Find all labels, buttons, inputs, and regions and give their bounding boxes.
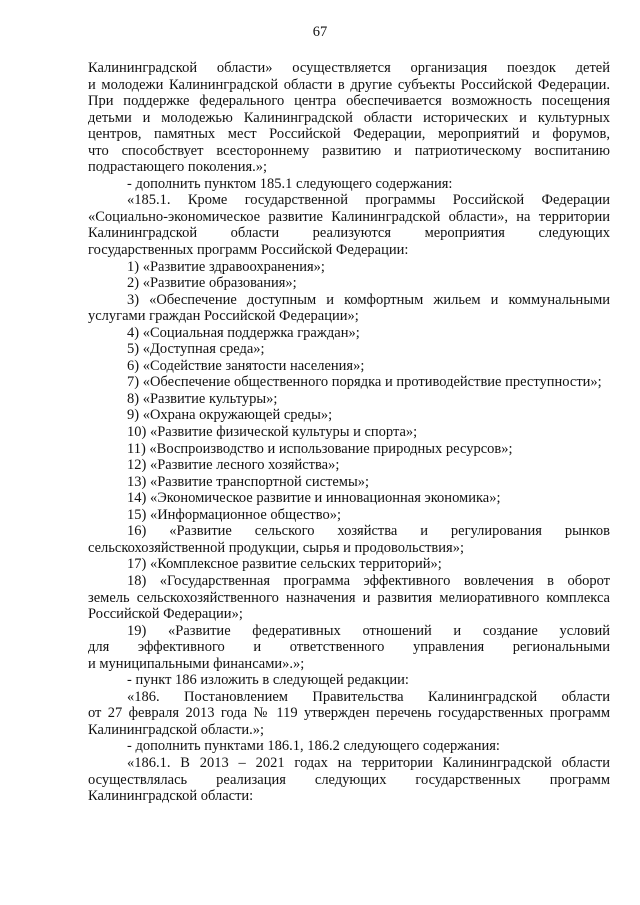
text-line: 8) «Развитие культуры»; <box>127 390 278 407</box>
text-line: государственных программ Российской Федерации: <box>88 242 409 259</box>
text-line: Калининградской области» осуществляется организация поездок детей <box>88 60 610 76</box>
text-line: - дополнить пунктом 185.1 следующего содержания: <box>127 175 453 192</box>
text-line: 4) «Социальная поддержка граждан»; <box>127 324 360 341</box>
text-line: детьми и молодежью Калининградской области исторических и культурных <box>88 109 610 126</box>
text-line: 6) «Содействие занятости населения»; <box>127 357 365 374</box>
document-text <box>88 60 610 805</box>
text-line: 9) «Охрана окружающей среды»; <box>127 407 333 424</box>
text-line: подрастающего поколения.»; <box>88 159 268 176</box>
text-line: «186.1. В 2013 – 2021 годах на территории Калининградской области <box>127 754 610 771</box>
text-line: 17) «Комплексное развитие сельских территорий»; <box>127 556 442 573</box>
text-line: Калининградской области: <box>88 788 254 805</box>
text-line: от 27 февраля 2013 года № 119 утвержден перечень государственных программ <box>88 705 610 722</box>
text-line: и молодежи Калининградской области в другие субъекты Российской Федерации. <box>88 76 610 93</box>
text-line: 12) «Развитие лесного хозяйства»; <box>127 457 340 474</box>
text-line: Калининградской области.»; <box>88 721 265 738</box>
text-line: 16) «Развитие сельского хозяйства и регулирования рынков <box>127 523 610 540</box>
text-line: - дополнить пунктами 186.1, 186.2 следующего содержания: <box>127 738 500 755</box>
text-line: Калининградской области реализуются мероприятия следующих <box>88 225 610 242</box>
text-line: 11) «Воспроизводство и использование природных ресурсов»; <box>127 440 513 457</box>
text-line: 5) «Доступная среда»; <box>127 341 265 358</box>
text-line: для эффективного и ответственного управления региональными <box>88 639 610 656</box>
text-line: что способствует всестороннему развитию и патриотическому воспитанию <box>88 142 610 159</box>
page-number: 67 <box>312 24 328 40</box>
text-line: 10) «Развитие физической культуры и спорта»; <box>127 424 418 441</box>
text-line: Российской Федерации»; <box>88 606 243 623</box>
text-line: 3) «Обеспечение доступным и комфортным жильем и коммунальными <box>127 291 610 308</box>
text-line: 2) «Развитие образования»; <box>127 275 297 292</box>
text-line: 15) «Информационное общество»; <box>127 506 342 523</box>
text-line: 7) «Обеспечение общественного порядка и противодействие преступности»; <box>127 374 602 391</box>
text-line: центров, памятных мест Российской Федерации, мероприятий и форумов, <box>88 126 610 143</box>
text-line: «185.1. Кроме государственной программы Российской Федерации <box>127 192 610 209</box>
text-line: услугами граждан Российской Федерации»; <box>88 308 359 325</box>
text-line: сельскохозяйственной продукции, сырья и продовольствия»; <box>88 539 464 556</box>
text-line: осуществлялась реализация следующих государственных программ <box>88 771 610 788</box>
text-line: 18) «Государственная программа эффективного вовлечения в оборот <box>127 572 610 589</box>
text-line: и муниципальными финансами».»; <box>88 655 305 672</box>
text-line: 14) «Экономическое развитие и инновационная экономика»; <box>127 490 501 507</box>
text-line: 13) «Развитие транспортной системы»; <box>127 473 369 490</box>
text-line: земель сельскохозяйственного назначения и развития мелиоративного комплекса <box>88 589 610 606</box>
text-line: - пункт 186 изложить в следующей редакции: <box>127 672 409 689</box>
text-line: 1) «Развитие здравоохранения»; <box>127 258 325 275</box>
text-line: 19) «Развитие федеративных отношений и создание условий <box>127 622 610 639</box>
text-line: «Социально-экономическое развитие Калининградской области», на территории <box>88 208 610 225</box>
text-line: «186. Постановлением Правительства Калининградской области <box>127 688 610 705</box>
text-line: При поддержке федерального центра обеспечивается возможность посещения <box>88 93 610 110</box>
